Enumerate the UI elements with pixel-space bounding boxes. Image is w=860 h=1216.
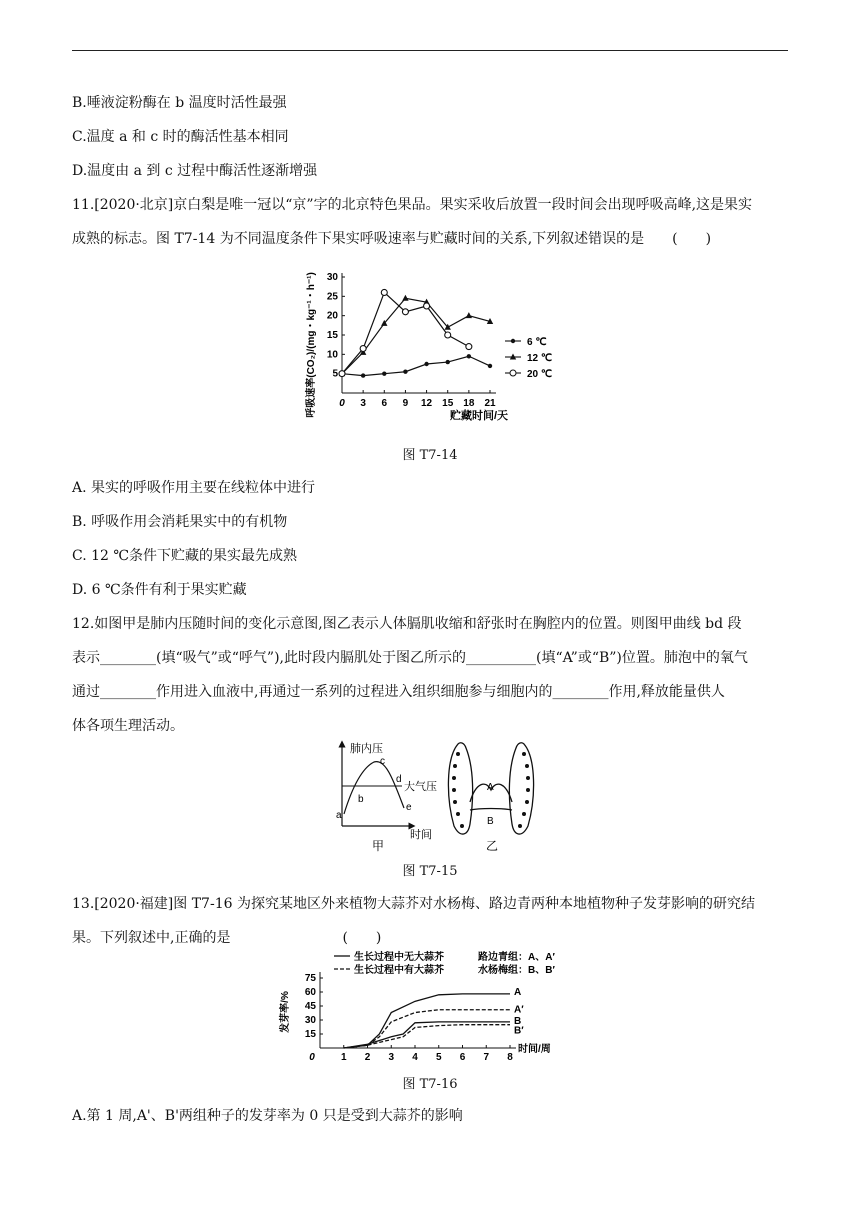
series-line-0 — [344, 994, 510, 1048]
x-tick-label: 6 — [459, 1052, 466, 1063]
yi-name: 乙 — [486, 839, 499, 853]
label-a: A — [487, 782, 494, 793]
jia-name: 甲 — [372, 839, 385, 853]
x-axis-label: 时间/周 — [518, 1044, 551, 1055]
y-tick-label: 5 — [332, 368, 338, 380]
series-label: B — [514, 1015, 522, 1027]
pt-a: a — [336, 810, 342, 821]
y-tick-label: 25 — [326, 291, 338, 303]
y-tick-label: 30 — [326, 272, 338, 283]
legend-label: 6 ℃ — [527, 337, 547, 348]
x-tick-label: 15 — [442, 398, 454, 409]
x-tick-label: 6 — [381, 398, 388, 409]
y-axis-label: 发芽率/% — [280, 991, 291, 1033]
legend-label: 20 ℃ — [527, 369, 553, 380]
data-point — [360, 346, 366, 352]
legend-group: 水杨梅组：B、B′ — [478, 965, 555, 976]
figure-yi — [440, 738, 550, 858]
data-point — [403, 370, 407, 374]
legend-label: 生长过程中有大蒜芥 — [354, 965, 444, 976]
legend-group: 路边青组：A、A′ — [478, 952, 555, 963]
y-tick-label: 75 — [304, 973, 316, 984]
q13-line1: 13.[2020·福建]图 T7-16 为探究某地区外来植物大蒜芥对水杨梅、路边青两种本地植物种子发芽影响的研究结 — [72, 896, 755, 912]
x-tick-label: 5 — [435, 1052, 442, 1063]
x-tick-label: 4 — [412, 1052, 418, 1063]
data-point — [445, 332, 451, 338]
pt-e: e — [406, 802, 412, 813]
figure-jia — [328, 738, 448, 858]
q12-line1: 12.如图甲是肺内压随时间的变化示意图,图乙表示人体膈肌收缩和舒张时在胸腔内的位置。则图甲曲线 bd 段 — [72, 616, 742, 632]
q11-line1: 11.[2020·北京]京白梨是唯一冠以“京”字的北京特色果品。果实采收后放置一段时间会出现呼吸高峰,这是果实 — [72, 197, 753, 213]
series-line-0 — [342, 356, 490, 375]
x-tick-label: 7 — [483, 1052, 490, 1063]
jia-ylabel: 肺内压 — [350, 743, 383, 755]
data-point — [466, 312, 472, 318]
data-point — [467, 354, 471, 358]
data-point — [402, 295, 408, 301]
q12-line3: 通过________作用进入血液中,再通过一系列的过程进入组织细胞参与细胞内的________作用,释放能量供人 — [72, 684, 725, 700]
series-line-1 — [344, 1010, 510, 1048]
x-tick-label: 0 — [339, 398, 345, 409]
pt-d: d — [396, 774, 402, 785]
y-tick-label: 15 — [326, 330, 338, 341]
data-point — [424, 362, 428, 366]
y-tick-label: 15 — [304, 1029, 316, 1040]
q13-option-a: A.第 1 周,A'、B'两组种子的发芽率为 0 只是受到大蒜芥的影响 — [72, 1108, 463, 1124]
x-axis-label: 贮藏时间/天 — [450, 410, 509, 422]
legend-marker — [511, 339, 515, 343]
y-tick-label: 20 — [326, 310, 338, 322]
jia-xlabel: 时间 — [410, 829, 432, 841]
y-tick-label: 10 — [326, 349, 338, 361]
legend-marker — [510, 370, 516, 376]
option-c: C.温度 a 和 c 时的酶活性基本相同 — [72, 129, 289, 145]
chart-t7-16 — [280, 950, 580, 1068]
series-label: B′ — [514, 1025, 524, 1037]
q11-option-c: C. 12 ℃条件下贮藏的果实最先成熟 — [72, 548, 298, 564]
data-point — [446, 360, 450, 364]
y-axis-label: 呼吸速率(CO₂)/(mg・kg⁻¹・h⁻¹) — [306, 272, 317, 418]
left-lung — [448, 743, 472, 834]
data-point — [381, 289, 387, 295]
legend-label: 生长过程中无大蒜芥 — [354, 952, 444, 963]
x-tick-label: 9 — [402, 398, 409, 409]
x-tick-label: 21 — [484, 398, 496, 409]
data-point — [339, 371, 345, 377]
caption-t7-16: 图 T7-16 — [402, 1077, 458, 1092]
y-tick-label: 45 — [304, 1001, 316, 1012]
caption-t7-14: 图 T7-14 — [402, 448, 458, 463]
x-tick-label: 1 — [340, 1052, 347, 1063]
data-point — [402, 309, 408, 315]
y-tick-label: 30 — [304, 1015, 316, 1026]
data-point — [361, 373, 365, 377]
legend-label: 12 ℃ — [527, 353, 553, 364]
label-b: B — [487, 816, 494, 827]
q12-line2: 表示________(填“吸气”或“呼气”),此时段内膈肌处于图乙所示的__________(填“A”或“B”)位置。肺泡中的氧气 — [72, 650, 748, 666]
series-line-1 — [342, 298, 490, 373]
series-label: A′ — [514, 1004, 524, 1016]
series-label: A — [514, 986, 522, 998]
right-lung — [509, 743, 533, 834]
x-tick-label: 8 — [507, 1052, 513, 1063]
data-point — [382, 371, 386, 375]
x-tick-label: 12 — [421, 398, 433, 409]
caption-t7-15: 图 T7-15 — [402, 864, 458, 879]
pressure-curve — [344, 762, 404, 814]
x-tick-label: 3 — [388, 1052, 395, 1063]
pt-c: c — [380, 756, 385, 767]
x-tick-label: 0 — [309, 1052, 315, 1063]
data-point — [488, 364, 492, 368]
q11-line2: 成熟的标志。图 T7-14 为不同温度条件下果实呼吸速率与贮藏时间的关系,下列叙述错误的是 ( ) — [72, 231, 712, 247]
q11-option-a: A. 果实的呼吸作用主要在线粒体中进行 — [72, 480, 316, 496]
y-tick-label: 60 — [304, 987, 316, 998]
x-tick-label: 18 — [463, 398, 475, 409]
atm-label: 大气压 — [404, 781, 437, 793]
q11-option-b: B. 呼吸作用会消耗果实中的有机物 — [72, 514, 288, 530]
header-rule — [72, 50, 788, 51]
option-d: D.温度由 a 到 c 过程中酶活性逐渐增强 — [72, 163, 318, 179]
x-tick-label: 2 — [364, 1052, 371, 1063]
data-point — [466, 344, 472, 350]
option-b: B.唾液淀粉酶在 b 温度时活性最强 — [72, 95, 287, 111]
data-point — [424, 303, 430, 309]
q13-line2: 果。下列叙述中,正确的是 ( ) — [72, 930, 382, 946]
chart-t7-14 — [300, 255, 570, 435]
series-line-2 — [344, 1022, 510, 1048]
diaphragm-b — [470, 809, 512, 811]
series-line-3 — [344, 1025, 510, 1048]
q11-option-d: D. 6 ℃条件有利于果实贮藏 — [72, 582, 247, 598]
x-tick-label: 3 — [360, 398, 366, 409]
q12-line4: 体各项生理活动。 — [72, 718, 184, 734]
pt-b: b — [358, 794, 364, 805]
